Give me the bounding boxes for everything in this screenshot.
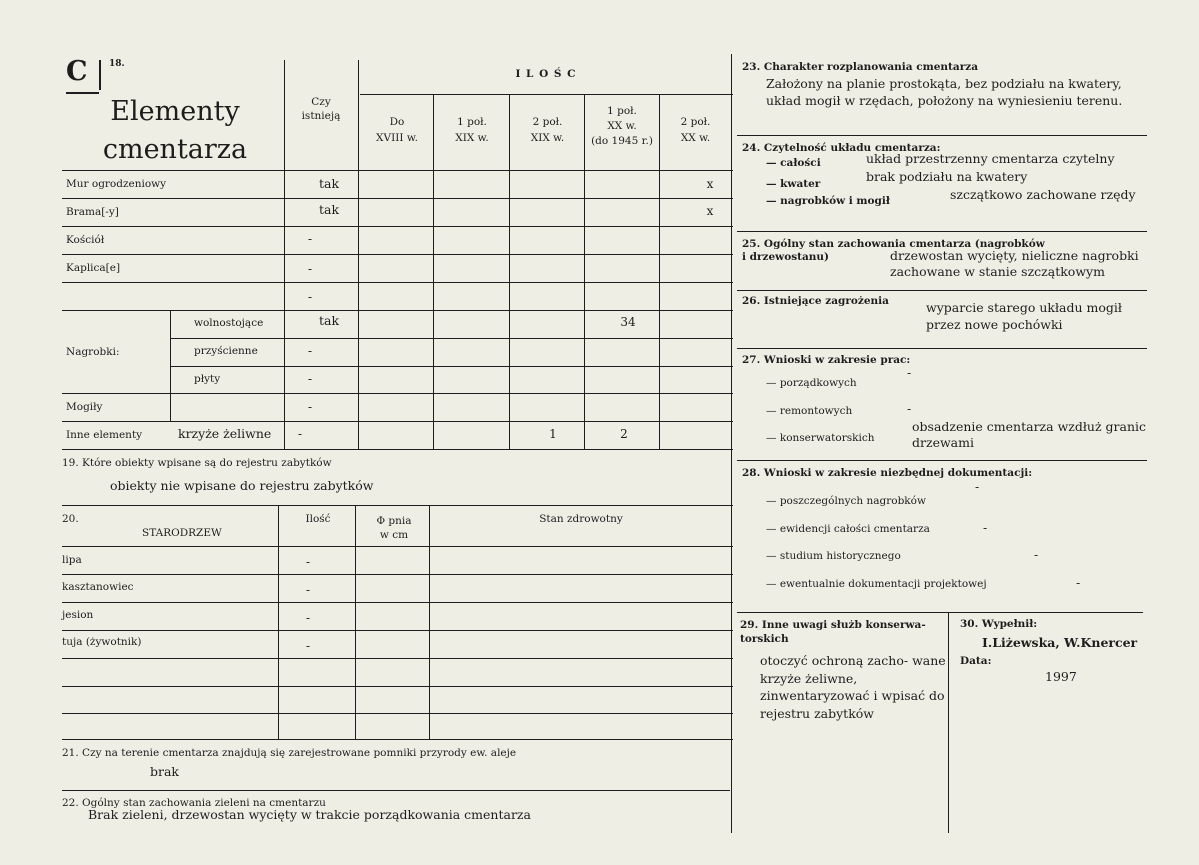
q25-label: 25. Ogólny stan zachowania cmentarza (nagrobków i drzewostanu) <box>742 238 1045 263</box>
q22-label: 22. Ogólny stan zachowania zieleni na cmentarzu <box>62 797 326 809</box>
letter-underline <box>66 92 99 94</box>
q27-item: — porządkowych <box>766 377 857 389</box>
q30-date-label: Data: <box>960 655 992 667</box>
q28-answer: - <box>1034 547 1039 562</box>
tree-count: - <box>305 582 311 597</box>
q25-answer: drzewostan wycięty, nieliczne nagrobki zachowane w stanie szczątkowym <box>890 248 1139 280</box>
row-exists: - <box>307 231 313 246</box>
row-value: x <box>706 204 714 218</box>
q27-item: — konserwatorskich <box>766 432 875 444</box>
q20-col-health: Stan zdrowotny <box>539 513 623 525</box>
q28-answer: - <box>1076 575 1081 590</box>
q24-answer: brak podziału na kwatery <box>866 169 1028 184</box>
q26-answer: wyparcie starego układu mogił przez nowe pochówki <box>926 300 1122 332</box>
row-value: x <box>706 177 714 191</box>
card-number: 18. <box>109 59 125 69</box>
tree-name: kasztanowiec <box>62 581 134 593</box>
row-exists: - <box>307 261 313 276</box>
q30-date: 1997 <box>1045 669 1077 684</box>
tree-count: - <box>305 554 311 569</box>
q23-answer: Założony na planie prostokąta, bez podziału na kwatery, układ mogił w rzędach, położony na wyniesieniu terenu. <box>766 76 1123 108</box>
nagrobki-type: przyścienne <box>194 345 258 357</box>
q27-answer: - <box>907 365 912 380</box>
row-exists: tak <box>318 176 340 191</box>
row-exists: - <box>307 371 313 386</box>
row-exists: tak <box>318 202 340 217</box>
q27-answer: obsadzenie cmentarza wzdłuż granic drzewami <box>912 419 1146 451</box>
q28-item: — ewentualnie dokumentacji projektowej <box>766 578 987 590</box>
row-exists: - <box>307 399 313 414</box>
tree-name: tuja (żywotnik) <box>62 636 142 648</box>
q20-number: 20. <box>62 513 79 525</box>
row-exists: tak <box>318 313 340 328</box>
q24-item: — nagrobków i mogił <box>766 195 890 207</box>
tree-name: lipa <box>62 554 82 566</box>
row-value: 2 <box>620 427 628 441</box>
q24-answer: układ przestrzenny cmentarza czytelny <box>866 151 1115 166</box>
period-header-2: 1 poł. XIX w. <box>455 116 489 144</box>
q28-item: — poszczególnych nagrobków <box>766 495 926 507</box>
card-letter: C <box>66 56 88 87</box>
tree-count: - <box>305 610 311 625</box>
q24-item: — całości <box>766 157 821 169</box>
q23-label: 23. Charakter rozplanowania cmentarza <box>742 61 979 73</box>
q28-item: — ewidencji całości cmentarza <box>766 523 930 535</box>
period-header-1: Do XVIII w. <box>376 116 418 144</box>
row-label: Brama[-y] <box>66 206 119 218</box>
q19-label: 19. Które obiekty wpisane są do rejestru zabytków <box>62 457 332 469</box>
row-value: 34 <box>620 315 636 329</box>
q27-label: 27. Wnioski w zakresie prac: <box>742 354 911 366</box>
q28-item: — studium historycznego <box>766 550 901 562</box>
q24-label: 24. Czytelność układu cmentarza: <box>742 142 941 154</box>
period-header-4: 1 poł. XX w. (do 1945 r.) <box>591 105 653 148</box>
q28-answer: - <box>983 520 988 535</box>
row-label: Kaplica[e] <box>66 262 121 274</box>
period-header-3: 2 poł. XIX w. <box>530 116 565 144</box>
inne-value: krzyże żeliwne <box>178 426 272 441</box>
q26-label: 26. Istniejące zagrożenia <box>742 295 889 307</box>
q21-label: 21. Czy na terenie cmentarza znajdują się zarejestrowane pomniki przyrody ew. aleje <box>62 747 517 759</box>
mogily-label: Mogiły <box>66 401 103 413</box>
row-exists: - <box>307 289 313 304</box>
period-header-5: 2 poł. XX w. <box>680 116 711 144</box>
row-exists: - <box>307 343 313 358</box>
nagrobki-type: wolnostojące <box>194 317 264 329</box>
row-label: Kościół <box>66 234 105 246</box>
q24-answer: szczątkowo zachowane rzędy <box>950 187 1136 202</box>
q28-label: 28. Wnioski w zakresie niezbędnej dokumentacji: <box>742 467 1033 479</box>
q21-answer: brak <box>150 764 180 779</box>
q22-answer: Brak zieleni, drzewostan wycięty w trakcie porządkowania cmentarza <box>88 807 531 822</box>
title-line-1: Elementy <box>110 96 240 127</box>
row-exists: - <box>297 426 303 441</box>
row-label: Mur ogrodzeniowy <box>66 178 167 190</box>
tree-count: - <box>305 638 311 653</box>
q27-answer: - <box>907 401 912 416</box>
q27-item: — remontowych <box>766 405 853 417</box>
q24-item: — kwater <box>766 178 821 190</box>
q30-label: 30. Wypełnił: <box>960 618 1038 630</box>
row-value: 1 <box>549 427 557 441</box>
ilosc-header: I L O Ś C <box>515 68 577 80</box>
letter-bar <box>99 60 101 90</box>
nagrobki-type: płyty <box>194 373 221 385</box>
exists-header: Czy istnieją <box>301 96 341 122</box>
tree-name: jesion <box>62 609 94 621</box>
q28-answer: - <box>975 479 980 494</box>
inne-label: Inne elementy <box>66 429 143 441</box>
q30-filled-by: I.Liżewska, W.Knercer <box>982 635 1138 650</box>
q29-answer: otoczyć ochroną zacho- wane krzyże żeliwne, zinwentaryzować i wpisać do rejestru zabytków <box>760 653 946 721</box>
q20-title: STARODRZEW <box>142 527 222 539</box>
q19-answer: obiekty nie wpisane do rejestru zabytków <box>110 478 374 493</box>
nagrobki-label: Nagrobki: <box>66 346 120 358</box>
q20-col-count: Ilość <box>305 513 331 525</box>
q20-col-trunk: Φ pnia w cm <box>376 515 412 542</box>
title-line-2: cmentarza <box>102 134 248 165</box>
q29-label: 29. Inne uwagi służb konserwa- torskich <box>740 619 926 645</box>
